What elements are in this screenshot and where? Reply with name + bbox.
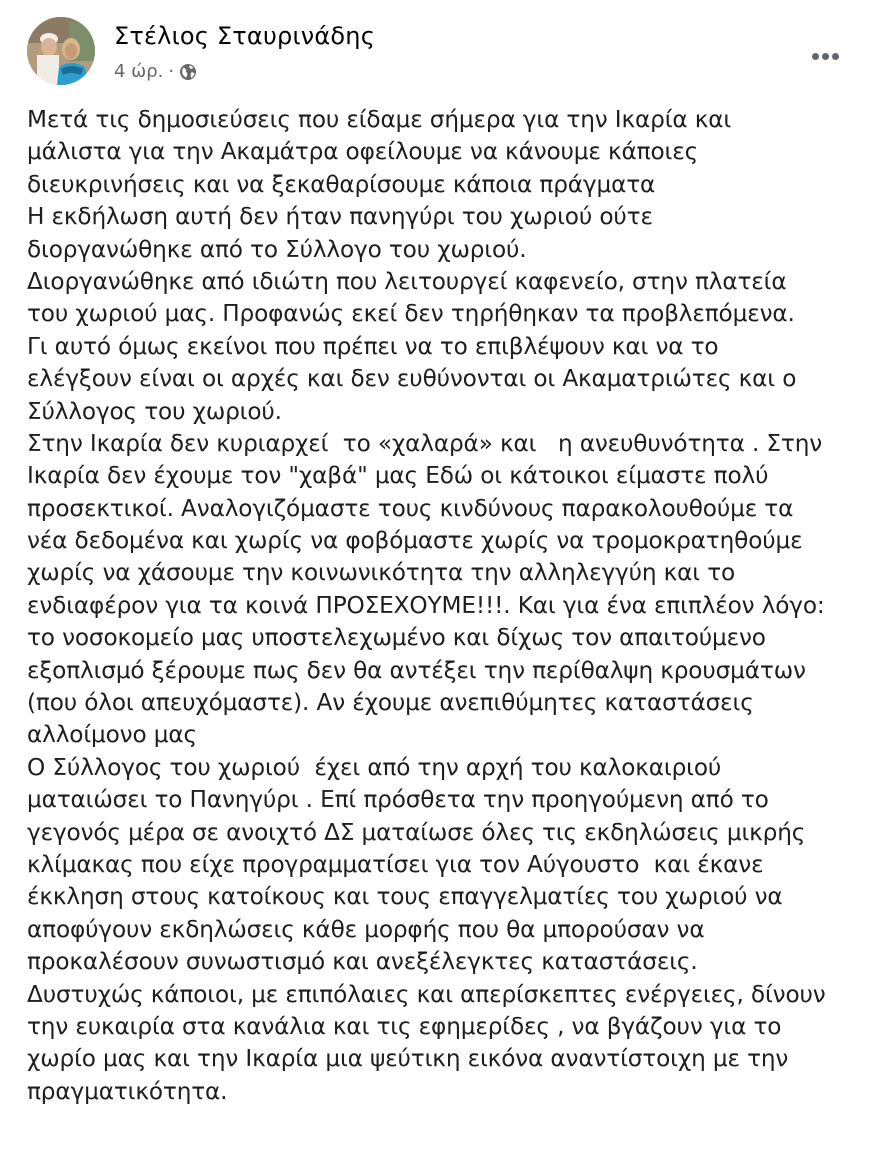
post-text-line: Γι αυτό όμως εκείνοι που πρέπει να το επιβλέψουν και να το <box>27 332 719 360</box>
more-horizontal-icon <box>812 53 819 60</box>
more-horizontal-icon <box>832 53 839 60</box>
post-text-line: νέα δεδομένα και χωρίς να φοβόμαστε χωρίς να τρομοκρατηθούμε <box>27 527 803 555</box>
post-text-line: κλίμακας που είχε προγραμματίσει για τον Αύγουστο και έκανε <box>27 850 764 878</box>
author-name-link[interactable]: Στέλιος Σταυρινάδης <box>114 22 375 50</box>
post-text-line: το νοσοκομείο μας υποστελεχωμένο και δίχως τον απαιτούμενο <box>27 624 766 652</box>
post-text-line: Η εκδήλωση αυτή δεν ήταν πανηγύρι του χωριού ούτε <box>27 203 653 231</box>
post-text-line: προκαλέσουν συνωστισμό και ανεξέλεγκτες καταστάσεις. <box>27 948 698 976</box>
post-text-line: πραγματικότητα. <box>27 1077 228 1105</box>
post-header <box>27 17 860 89</box>
post-text-line: Ικαρία δεν έχουμε τον "χαβά" μας Εδώ οι κάτοικοι είμαστε πολύ <box>27 462 769 490</box>
post-text-line: ελέγξουν είναι οι αρχές και δεν ευθύνονται οι Ακαματριώτες και ο <box>27 365 797 393</box>
post-text-line: προσεκτικοί. Αναλογιζόμαστε τους κινδύνους παρακολουθούμε τα <box>27 494 794 522</box>
post-text-line: χωρίο μας και την Ικαρία μια ψεύτικη εικόνα αναντίστοιχη με την <box>27 1045 789 1073</box>
post-meta <box>114 61 197 83</box>
post-text-line: ματαιώσει το Πανηγύρι . Επί πρόσθετα την προηγούμενη από το <box>27 786 769 814</box>
post-text-line: του χωριού μας. Προφανώς εκεί δεν τηρήθηκαν τα προβλεπόμενα. <box>27 300 795 328</box>
meta-separator: · <box>168 61 175 82</box>
post-text-line: εξοπλισμό ξέρουμε πως δεν θα αντέξει την περίθαλψη κρουσμάτων <box>27 656 806 684</box>
post-text-line: Ο Σύλλογος του χωριού έχει από την αρχή του καλοκαιριού <box>27 753 722 781</box>
post-text-line: Δυστυχώς κάποιοι, με επιπόλαιες και απερίσκεπτες ενέργειες, δίνουν <box>27 980 826 1008</box>
post-text-line: Στην Ικαρία δεν κυριαρχεί το «χαλαρά» και η ανευθυνότητα . Στην <box>27 429 823 457</box>
post-text-line: Σύλλογος του χωριού. <box>27 397 282 425</box>
post-text-line: γεγονός μέρα σε ανοιχτό ΔΣ ματαίωσε όλες τις εκδηλώσεις μικρής <box>27 818 806 846</box>
post-text-line: έκκληση στους κατοίκους και τους επαγγελματίες του χωριού να <box>27 883 783 911</box>
avatar-photo-icon <box>27 17 95 85</box>
post-text-line: (που όλοι απευχόμαστε). Αν έχουμε ανεπιθύμητες καταστάσεις <box>27 689 754 717</box>
post-text-line: αλλοίμονο μας <box>27 721 197 749</box>
post-text-line: ενδιαφέρον για τα κοινά ΠΡΟΣΕΧΟΥΜΕ!!!. Και για ένα επιπλέον λόγο: <box>27 591 825 619</box>
post-text-line: χωρίς να χάσουμε την κοινωνικότητα την αλληλεγγύη και το <box>27 559 736 587</box>
post-text-line: την ευκαιρία στα κανάλια και τις εφημερίδες , να βγάζουν για το <box>27 1012 782 1040</box>
post-body <box>27 104 867 1108</box>
post-timestamp[interactable]: 4 ώρ. <box>114 61 164 82</box>
post-text-line: μάλιστα για την Ακαμάτρα οφείλουμε να κάνουμε κάποιες <box>27 138 699 166</box>
more-options-button[interactable] <box>805 44 845 68</box>
more-horizontal-icon <box>822 53 829 60</box>
post-text-line: διευκρινήσεις και να ξεκαθαρίσουμε κάποια πράγματα <box>27 170 656 198</box>
author-avatar[interactable] <box>27 17 95 85</box>
post-text-line: αποφύγουν εκδηλώσεις κάθε μορφής που θα μπορούσαν να <box>27 915 705 943</box>
post-text-line: Διοργανώθηκε από ιδιώτη που λειτουργεί καφενείο, στην πλατεία <box>27 267 787 295</box>
post-text-line: Μετά τις δημοσιεύσεις που είδαμε σήμερα για την Ικαρία και <box>27 106 732 133</box>
globe-icon[interactable] <box>179 63 197 81</box>
post-text-line: διοργανώθηκε από το Σύλλογο του χωριού. <box>27 235 527 263</box>
